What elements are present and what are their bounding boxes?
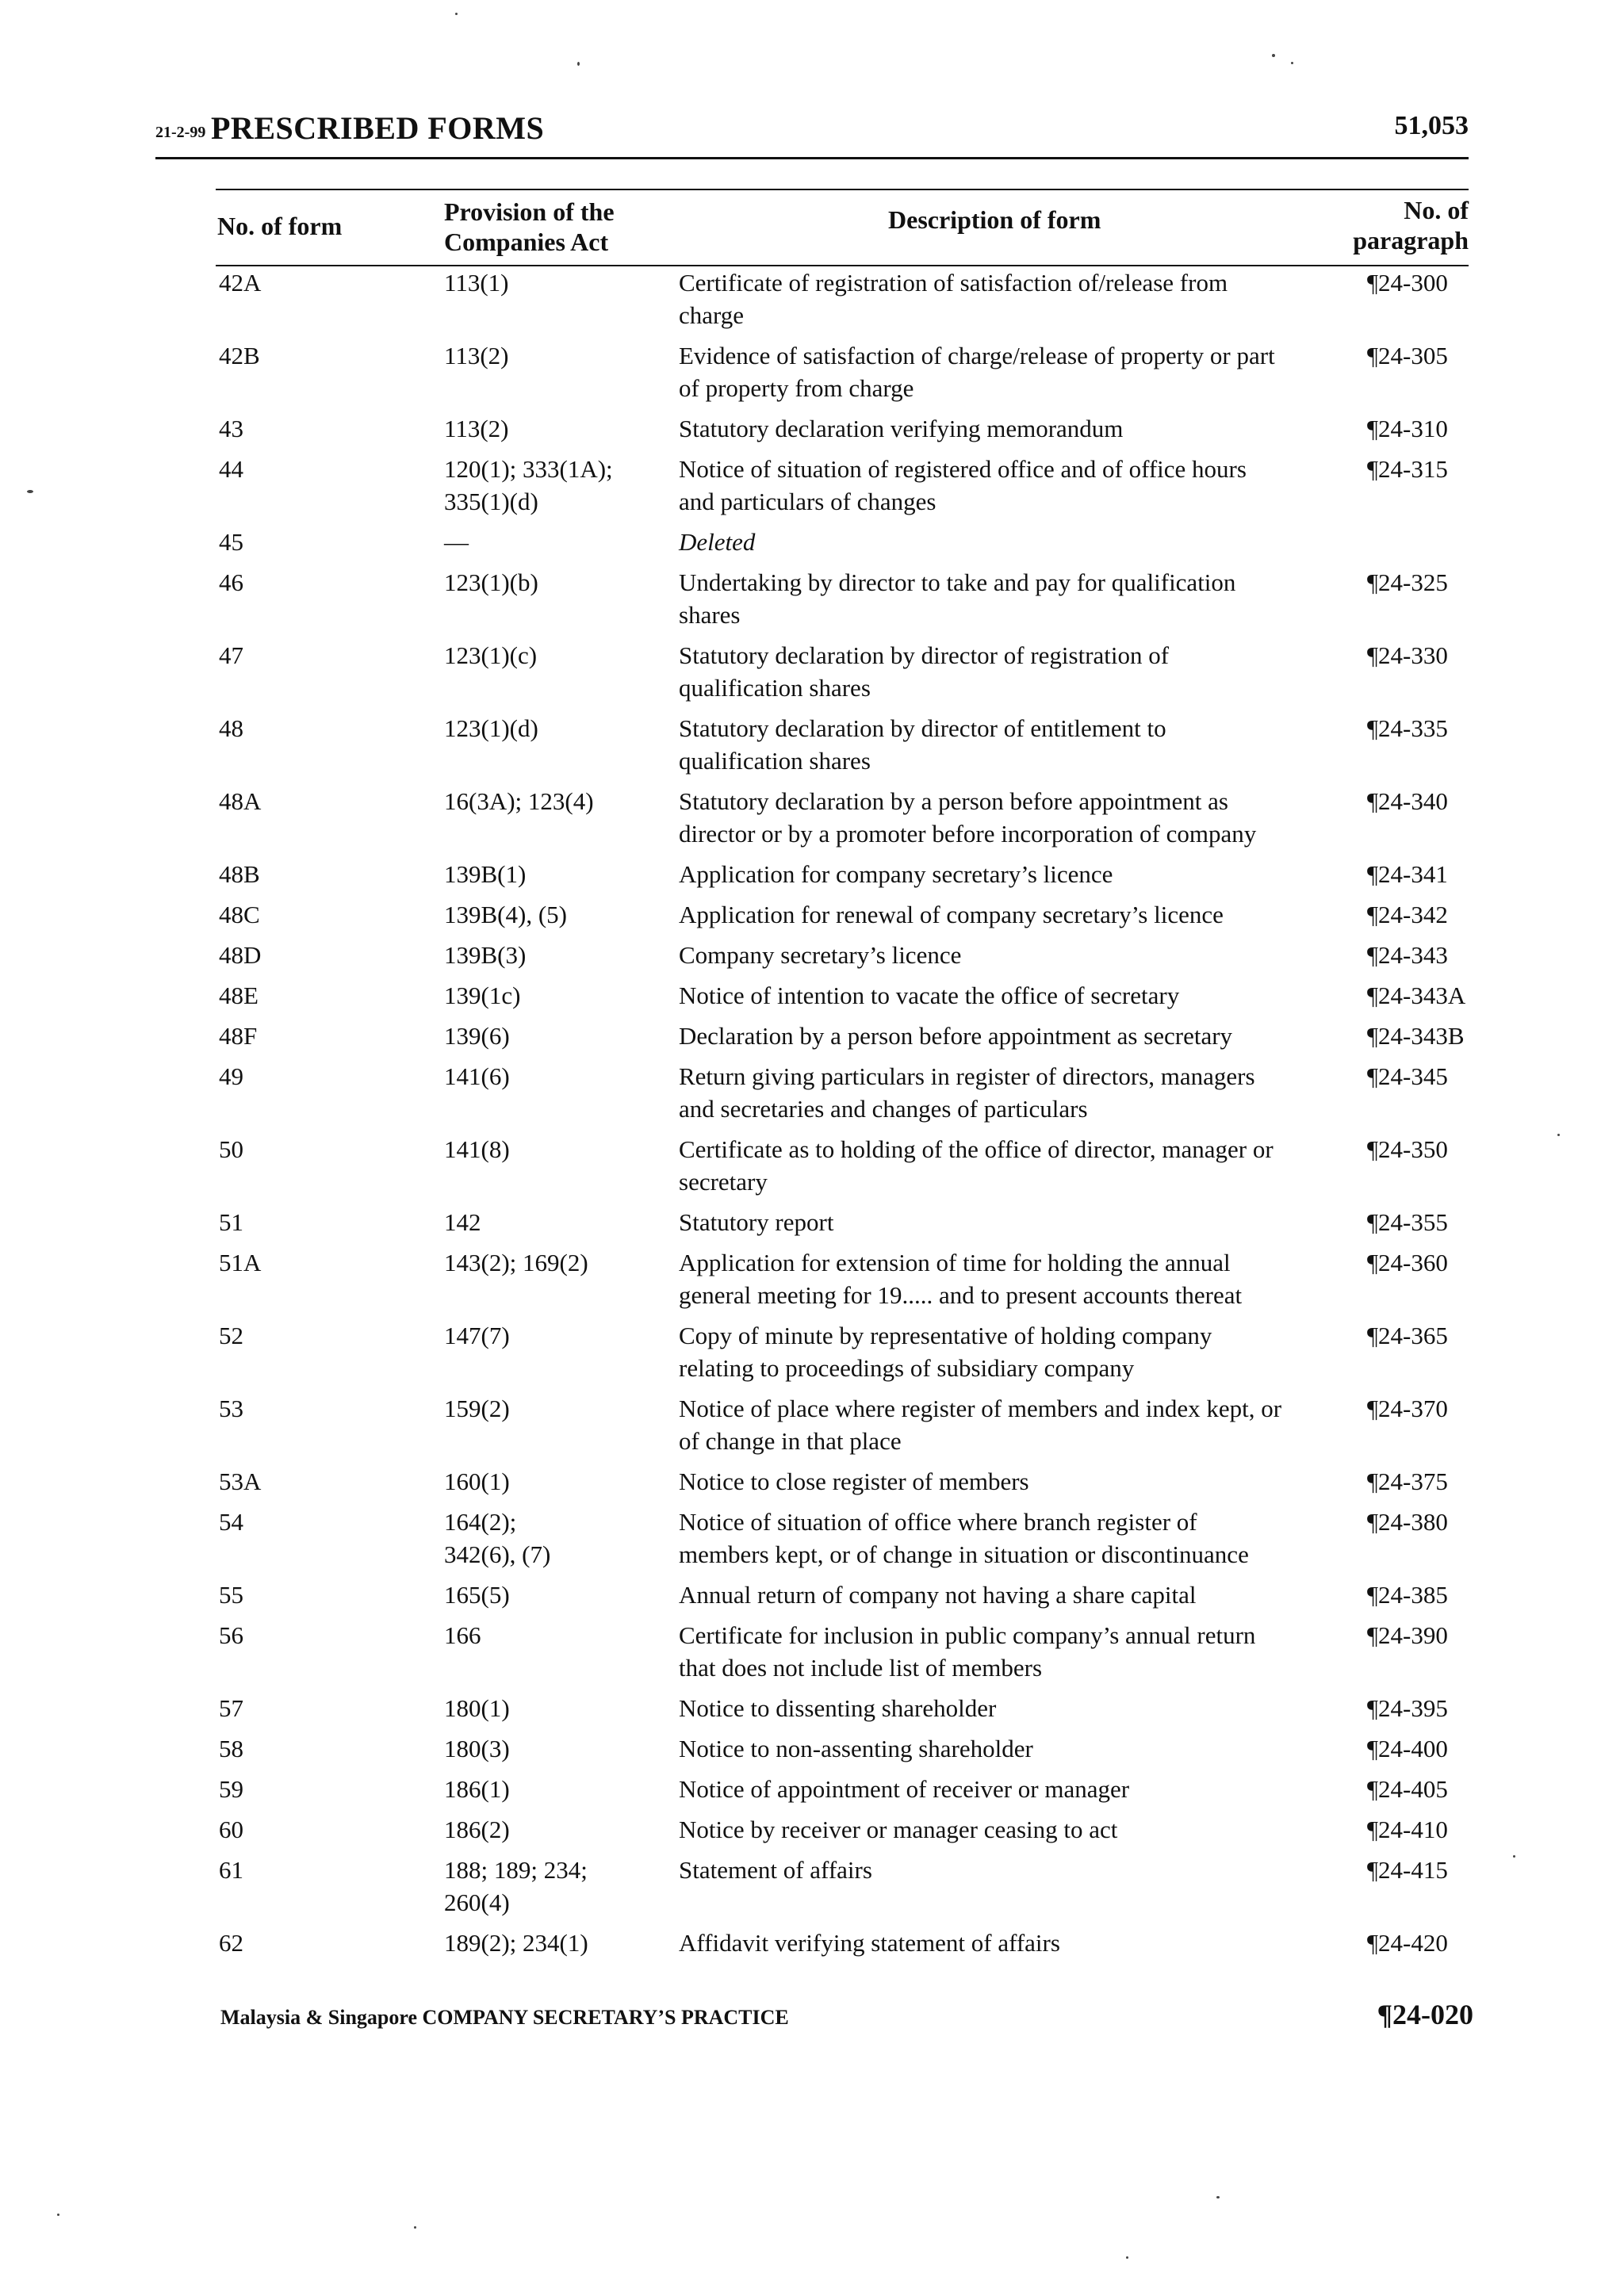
provision-line: 142 <box>444 1208 481 1236</box>
form-number: 48C <box>219 901 260 928</box>
form-number: 47 <box>219 641 243 669</box>
paragraph-ref: ¶24-380 <box>1367 1508 1448 1536</box>
provision-cell <box>444 266 682 299</box>
column-header-paragraph-line-2: paragraph <box>1353 226 1469 254</box>
provision-cell <box>444 1927 682 1959</box>
paragraph-ref: ¶24-410 <box>1367 1816 1448 1843</box>
provision-line: 342(6), (7) <box>444 1540 551 1568</box>
form-number: 53 <box>219 1395 243 1422</box>
provision-cell <box>444 939 682 971</box>
provision-cell <box>444 1692 682 1724</box>
paragraph-ref: ¶24-325 <box>1367 568 1448 596</box>
provision-line: 113(1) <box>444 269 509 297</box>
provision-line: 113(2) <box>444 415 509 442</box>
form-number: 62 <box>219 1929 243 1957</box>
description-line: Deleted <box>679 528 756 556</box>
provision-cell <box>444 453 682 518</box>
scan-speck <box>1126 2256 1128 2259</box>
column-header-provision-line-1: Provision of the <box>444 197 615 226</box>
form-number: 45 <box>219 528 243 556</box>
form-number: 57 <box>219 1694 243 1722</box>
paragraph-ref: ¶24-360 <box>1367 1249 1448 1276</box>
provision-line: 166 <box>444 1621 481 1649</box>
paragraph-ref: ¶24-405 <box>1367 1775 1448 1803</box>
scan-speck <box>1513 1855 1515 1858</box>
provision-cell <box>444 898 682 931</box>
provision-line: 139B(4), (5) <box>444 901 567 928</box>
paragraph-ref: ¶24-385 <box>1367 1581 1448 1609</box>
paragraph-ref: ¶24-355 <box>1367 1208 1448 1236</box>
provision-cell <box>444 1246 682 1279</box>
form-number: 60 <box>219 1816 243 1843</box>
description-line: Application for extension of time for holding the annual <box>679 1249 1231 1276</box>
scan-speck <box>1557 1134 1560 1136</box>
provision-cell <box>444 1813 682 1846</box>
form-number: 50 <box>219 1135 243 1163</box>
provision-cell <box>444 412 682 445</box>
provision-line: 123(1)(b) <box>444 568 538 596</box>
description-line: Annual return of company not having a share capital <box>679 1581 1197 1609</box>
provision-line: — <box>444 528 469 556</box>
provision-line: 186(1) <box>444 1775 510 1803</box>
provision-line: 123(1)(d) <box>444 714 538 742</box>
form-number: 61 <box>219 1856 243 1884</box>
provision-line: 160(1) <box>444 1468 510 1495</box>
form-number: 42A <box>219 269 262 297</box>
paragraph-ref: ¶24-340 <box>1367 787 1448 815</box>
provision-line: 141(6) <box>444 1062 510 1090</box>
provision-cell <box>444 979 682 1012</box>
form-number: 44 <box>219 455 243 483</box>
description-line: Notice to close register of members <box>679 1468 1029 1495</box>
description-line: Notice of situation of registered office and of office hours <box>679 455 1247 483</box>
provision-cell <box>444 1773 682 1805</box>
paragraph-ref: ¶24-370 <box>1367 1395 1448 1422</box>
description-line: charge <box>679 301 745 329</box>
form-number: 43 <box>219 415 243 442</box>
provision-cell <box>444 1392 682 1425</box>
provision-cell <box>444 1854 682 1919</box>
description-line: Statement of affairs <box>679 1856 872 1884</box>
provision-line: 120(1); 333(1A); <box>444 455 613 483</box>
description-line: Statutory declaration by director of registration of <box>679 641 1170 669</box>
provision-line: 180(3) <box>444 1735 510 1762</box>
provision-line: 141(8) <box>444 1135 510 1163</box>
provision-cell <box>444 1206 682 1238</box>
description-line: Certificate for inclusion in public company’s annual return <box>679 1621 1256 1649</box>
description-line: of property from charge <box>679 374 914 402</box>
running-footer <box>220 1998 1473 2045</box>
provision-line: 139B(1) <box>444 860 527 888</box>
paragraph-ref: ¶24-341 <box>1367 860 1448 888</box>
description-line: secretary <box>679 1168 768 1196</box>
provision-cell <box>444 526 682 558</box>
form-number: 49 <box>219 1062 243 1090</box>
column-header-description: Description of form <box>888 205 1101 234</box>
paragraph-ref: ¶24-395 <box>1367 1694 1448 1722</box>
form-number: 54 <box>219 1508 243 1536</box>
provision-cell <box>444 339 682 372</box>
paragraph-ref: ¶24-300 <box>1367 269 1448 297</box>
description-line: that does not include list of members <box>679 1654 1043 1682</box>
provision-cell <box>444 1465 682 1498</box>
description-line: Notice to dissenting shareholder <box>679 1694 997 1722</box>
provision-line: 139(1c) <box>444 982 521 1009</box>
provision-cell <box>444 1732 682 1765</box>
description-line: Application for renewal of company secretary’s licence <box>679 901 1224 928</box>
scan-speck <box>57 2214 59 2216</box>
provision-line: 165(5) <box>444 1581 510 1609</box>
form-number: 56 <box>219 1621 243 1649</box>
paragraph-ref: ¶24-330 <box>1367 641 1448 669</box>
description-line: Evidence of satisfaction of charge/release of property or part <box>679 342 1275 369</box>
description-line: members kept, or of change in situation or discontinuance <box>679 1540 1249 1568</box>
paragraph-ref: ¶24-350 <box>1367 1135 1448 1163</box>
description-line: Statutory declaration by a person before appointment as <box>679 787 1228 815</box>
footer-paragraph-ref: ¶24-020 <box>1377 1999 1473 2030</box>
description-line: Statutory declaration verifying memorandum <box>679 415 1124 442</box>
description-line: Company secretary’s licence <box>679 941 962 969</box>
paragraph-ref: ¶24-343B <box>1367 1022 1465 1050</box>
description-line: Affidavit verifying statement of affairs <box>679 1929 1060 1957</box>
paragraph-ref: ¶24-305 <box>1367 342 1448 369</box>
form-number: 51 <box>219 1208 243 1236</box>
description-line: Statutory declaration by director of entitlement to <box>679 714 1166 742</box>
form-number: 46 <box>219 568 243 596</box>
description-line: qualification shares <box>679 674 871 702</box>
paragraph-ref: ¶24-365 <box>1367 1322 1448 1349</box>
description-line: Return giving particulars in register of directors, managers <box>679 1062 1255 1090</box>
description-line: Declaration by a person before appointment as secretary <box>679 1022 1233 1050</box>
provision-cell <box>444 1578 682 1611</box>
provision-line: 143(2); 169(2) <box>444 1249 588 1276</box>
form-number: 59 <box>219 1775 243 1803</box>
description-line: and secretaries and changes of particulars <box>679 1095 1088 1123</box>
description-line: Notice of place where register of members and index kept, or <box>679 1395 1282 1422</box>
form-number: 48F <box>219 1022 258 1050</box>
description-line: Notice of appointment of receiver or manager <box>679 1775 1130 1803</box>
description-line: Notice of intention to vacate the office of secretary <box>679 982 1180 1009</box>
provision-cell <box>444 1020 682 1052</box>
scan-speck <box>577 62 580 66</box>
form-number: 48 <box>219 714 243 742</box>
provision-line: 164(2); <box>444 1508 517 1536</box>
scan-speck <box>1216 2196 1220 2198</box>
provision-line: 113(2) <box>444 342 509 369</box>
form-number: 58 <box>219 1735 243 1762</box>
paragraph-ref: ¶24-343 <box>1367 941 1448 969</box>
column-header-paragraph-line-1: No. of <box>1404 196 1469 224</box>
header-date: 21-2-99 <box>155 124 206 141</box>
description-cell <box>679 526 1543 558</box>
column-header-provision <box>444 197 615 257</box>
description-line: shares <box>679 601 741 629</box>
provision-cell <box>444 858 682 890</box>
form-number: 55 <box>219 1581 243 1609</box>
description-line: of change in that place <box>679 1427 902 1455</box>
form-number: 52 <box>219 1322 243 1349</box>
description-line: general meeting for 19..... and to present accounts thereat <box>679 1281 1243 1309</box>
form-number: 48A <box>219 787 262 815</box>
column-header-provision-line-2: Companies Act <box>444 228 609 256</box>
provision-line: 139B(3) <box>444 941 527 969</box>
form-number: 53A <box>219 1468 262 1495</box>
description-line: Notice by receiver or manager ceasing to act <box>679 1816 1118 1843</box>
form-number: 48B <box>219 860 260 888</box>
description-line: director or by a promoter before incorporation of company <box>679 820 1257 848</box>
description-line: Notice of situation of office where branch register of <box>679 1508 1197 1536</box>
paragraph-ref: ¶24-415 <box>1367 1856 1448 1884</box>
running-header <box>155 109 1469 157</box>
provision-line: 189(2); 234(1) <box>444 1929 588 1957</box>
paragraph-ref: ¶24-420 <box>1367 1929 1448 1957</box>
provision-cell <box>444 566 682 599</box>
scan-speck <box>1291 62 1293 64</box>
provision-cell <box>444 639 682 672</box>
paragraph-ref: ¶24-310 <box>1367 415 1448 442</box>
provision-cell <box>444 1133 682 1165</box>
paragraph-ref: ¶24-335 <box>1367 714 1448 742</box>
header-title: PRESCRIBED FORMS <box>211 110 545 146</box>
provision-line: 139(6) <box>444 1022 510 1050</box>
provision-line: 186(2) <box>444 1816 510 1843</box>
description-line: relating to proceedings of subsidiary company <box>679 1354 1135 1382</box>
paragraph-ref: ¶24-343A <box>1367 982 1466 1009</box>
description-line: and particulars of changes <box>679 488 936 515</box>
paragraph-ref: ¶24-345 <box>1367 1062 1448 1090</box>
description-line: Copy of minute by representative of holding company <box>679 1322 1212 1349</box>
form-number: 48D <box>219 941 262 969</box>
description-line: Application for company secretary’s licence <box>679 860 1113 888</box>
form-number: 48E <box>219 982 259 1009</box>
paragraph-ref: ¶24-342 <box>1367 901 1448 928</box>
description-line: Notice to non-assenting shareholder <box>679 1735 1033 1762</box>
provision-cell <box>444 1506 682 1571</box>
paragraph-ref: ¶24-375 <box>1367 1468 1448 1495</box>
provision-cell <box>444 712 682 744</box>
description-line: Certificate of registration of satisfaction of/release from <box>679 269 1228 297</box>
form-number: 42B <box>219 342 260 369</box>
provision-line: 180(1) <box>444 1694 510 1722</box>
provision-line: 159(2) <box>444 1395 510 1422</box>
provision-line: 147(7) <box>444 1322 510 1349</box>
paragraph-ref: ¶24-315 <box>1367 455 1448 483</box>
column-header-paragraph <box>1353 195 1469 255</box>
provision-line: 335(1)(d) <box>444 488 538 515</box>
provision-line: 188; 189; 234; <box>444 1856 588 1884</box>
provision-line: 16(3A); 123(4) <box>444 787 594 815</box>
column-header-form-no: No. of form <box>217 212 343 240</box>
description-line: Statutory report <box>679 1208 834 1236</box>
provision-cell <box>444 1319 682 1352</box>
provision-cell <box>444 1619 682 1651</box>
provision-line: 123(1)(c) <box>444 641 538 669</box>
page-number: 51,053 <box>1394 111 1469 140</box>
scan-speck <box>1272 54 1275 57</box>
description-line: Undertaking by director to take and pay for qualification <box>679 568 1236 596</box>
form-number: 51A <box>219 1249 262 1276</box>
description-line: qualification shares <box>679 747 871 775</box>
provision-cell <box>444 785 682 817</box>
scan-speck <box>414 2226 416 2229</box>
description-line: Certificate as to holding of the office of director, manager or <box>679 1135 1274 1163</box>
provision-line: 260(4) <box>444 1888 510 1916</box>
scan-speck <box>455 13 458 15</box>
table-top-rule <box>216 189 1469 190</box>
table-header <box>216 195 1469 263</box>
scan-speck <box>27 490 33 493</box>
paragraph-ref: ¶24-390 <box>1367 1621 1448 1649</box>
header-rule <box>155 157 1469 159</box>
paragraph-ref: ¶24-400 <box>1367 1735 1448 1762</box>
footer-publication: Malaysia & Singapore COMPANY SECRETARY’S PRACTICE <box>220 2006 789 2029</box>
provision-cell <box>444 1060 682 1093</box>
